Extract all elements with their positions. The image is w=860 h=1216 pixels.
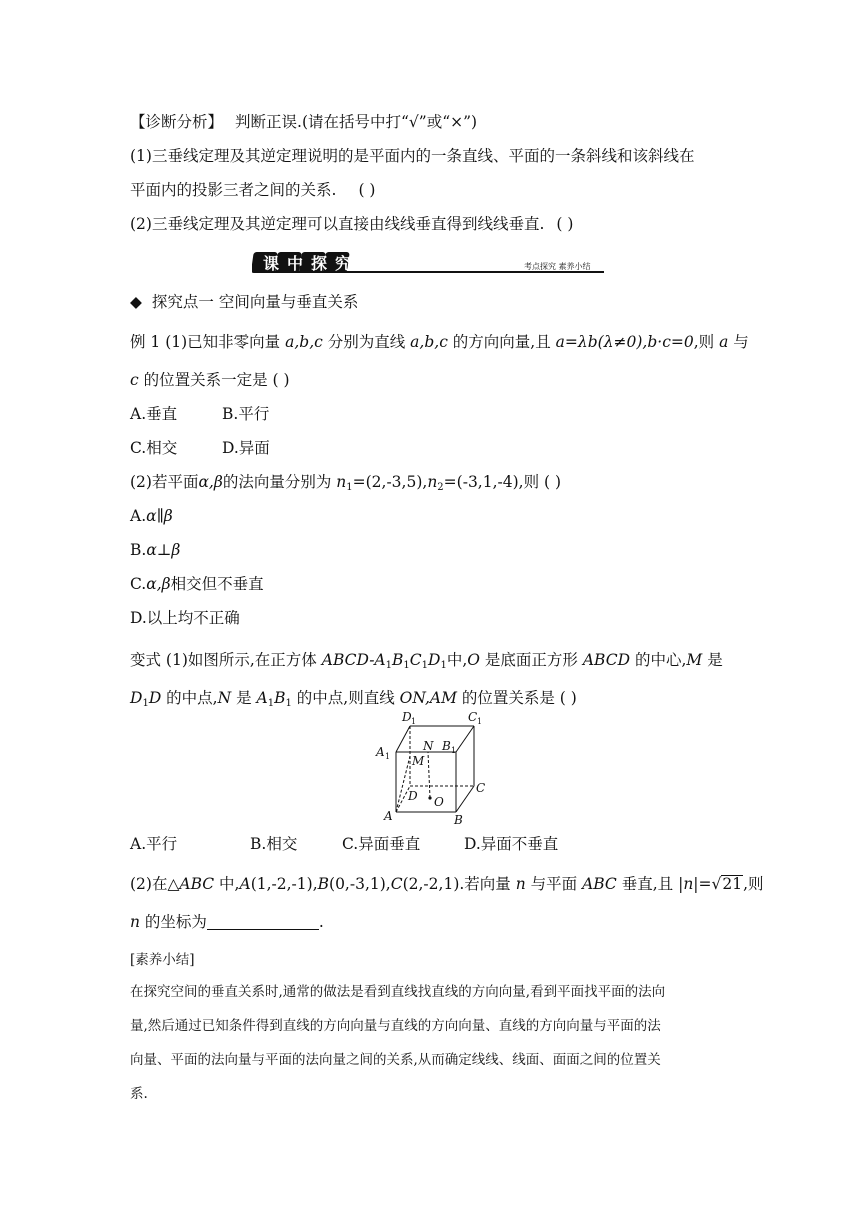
cube-figure [370,708,490,830]
diagnose-instruction: 判断正误.(请在括号中打“√”或“×”) [235,113,478,131]
diagnose-q1-line1: (1)三垂线定理及其逆定理说明的是平面内的一条直线、平面的一条斜线和该斜线在 [130,147,695,165]
summary-heading: [素养小结] [130,952,195,968]
label-o: O [434,795,444,809]
banner-char: 课 [263,254,280,273]
variant-options [130,834,558,854]
variant2-line2: n 的坐标为 . [130,913,324,931]
variant2-line1: (2)在△ABC 中,A(1,-2,-1),B(0,-3,1),C(2,-2,1).若向量 n 与平面 ABC 垂直,且 |n|=√21,则 [130,875,764,893]
summary-line: 向量、平面的法向量与平面的法向量之间的关系,从而确定线线、线面、面面之间的位置关 [130,1052,661,1068]
summary-line: 系. [130,1086,148,1102]
svg-text:1: 1 [451,746,457,755]
option-b: B.α⊥β [130,541,181,559]
svg-text:1: 1 [477,717,483,726]
answer-blank [207,915,319,930]
diagnose-q1-line2 [130,180,375,200]
summary-line: 在探究空间的垂直关系时,通常的做法是看到直线找直线的方向向量,看到平面找平面的法向 [130,984,666,1000]
answer-paren: ( ) [358,181,376,199]
example1-line2: c 的位置关系一定是 ( ) [130,371,290,389]
option-a: A.平行 [130,835,178,853]
section-title: 探究点一 空间向量与垂直关系 [151,293,359,311]
diagnose-q2-text: (2)三垂线定理及其逆定理可以直接由线线垂直得到线线垂直. [130,215,545,233]
section-banner [252,250,608,276]
label-n: N [423,739,434,753]
diagnose-heading: 【诊断分析】 [130,113,224,131]
option-b: B.平行 [222,405,270,423]
option-c: C.α,β相交但不垂直 [130,575,264,593]
banner-right-text: 考点探究 素养小结 [524,262,591,271]
label-b1: B [442,739,451,753]
option-c: C.相交 [130,439,178,457]
svg-text:1: 1 [385,752,391,761]
option-d: D.以上均不正确 [130,609,240,627]
example1-options-row2 [130,438,270,458]
label-c: C [476,781,486,795]
banner-char: 究 [335,254,352,273]
banner-char: 中 [287,254,304,273]
option-b: B.相交 [250,835,298,853]
option-d: D.异面不垂直 [464,835,559,853]
option-a: A.垂直 [130,405,178,423]
example1-line1: 例 1 (1)已知非零向量 a,b,c 分别为直线 a,b,c 的方向向量,且 a=λb(λ≠0),b·c=0,则 a 与 [130,333,749,351]
label-a1: A [376,745,385,759]
diagnose-line [130,112,477,132]
example1b-line: (2)若平面α,β的法向量分别为 $n_1=(2,-3,5),n_2=(-3,1,-4)$,则 ( ) [130,473,562,493]
label-m: M [412,754,425,768]
radicand: 21 [722,875,743,893]
answer-paren: ( ) [556,215,574,233]
diagnose-q2-line [130,214,573,234]
banner-char: 探 [311,254,328,273]
example1-options-row1 [130,404,269,424]
option-c: C.异面垂直 [342,835,421,853]
summary-line: 量,然后通过已知条件得到直线的方向向量与直线的方向向量、直线的方向向量与平面的法 [130,1018,661,1034]
svg-text:1: 1 [411,717,417,726]
section-title-line [130,292,358,312]
option-a: A.α∥β [130,507,173,525]
label-a: A [384,809,393,823]
label-b: B [454,813,463,827]
diamond-icon: ◆ [130,293,142,311]
label-d: D [408,789,418,803]
diagnose-q1-text: 平面内的投影三者之间的关系. [130,181,337,199]
variant-line2: $D_1D$ 的中点,N 是 $A_1B_1$ 的中点,则直线 ON,AM 的位置关系是 ( ) [130,689,577,709]
label-c1: C [468,710,478,724]
variant-line1: 变式 (1)如图所示,在正方体 ABCD-$A_1B_1C_1D_1$中,O 是底面正方形 ABCD 的中心,M 是 [130,651,723,671]
option-d: D.异面 [222,439,270,457]
label-d1: D [402,710,412,724]
